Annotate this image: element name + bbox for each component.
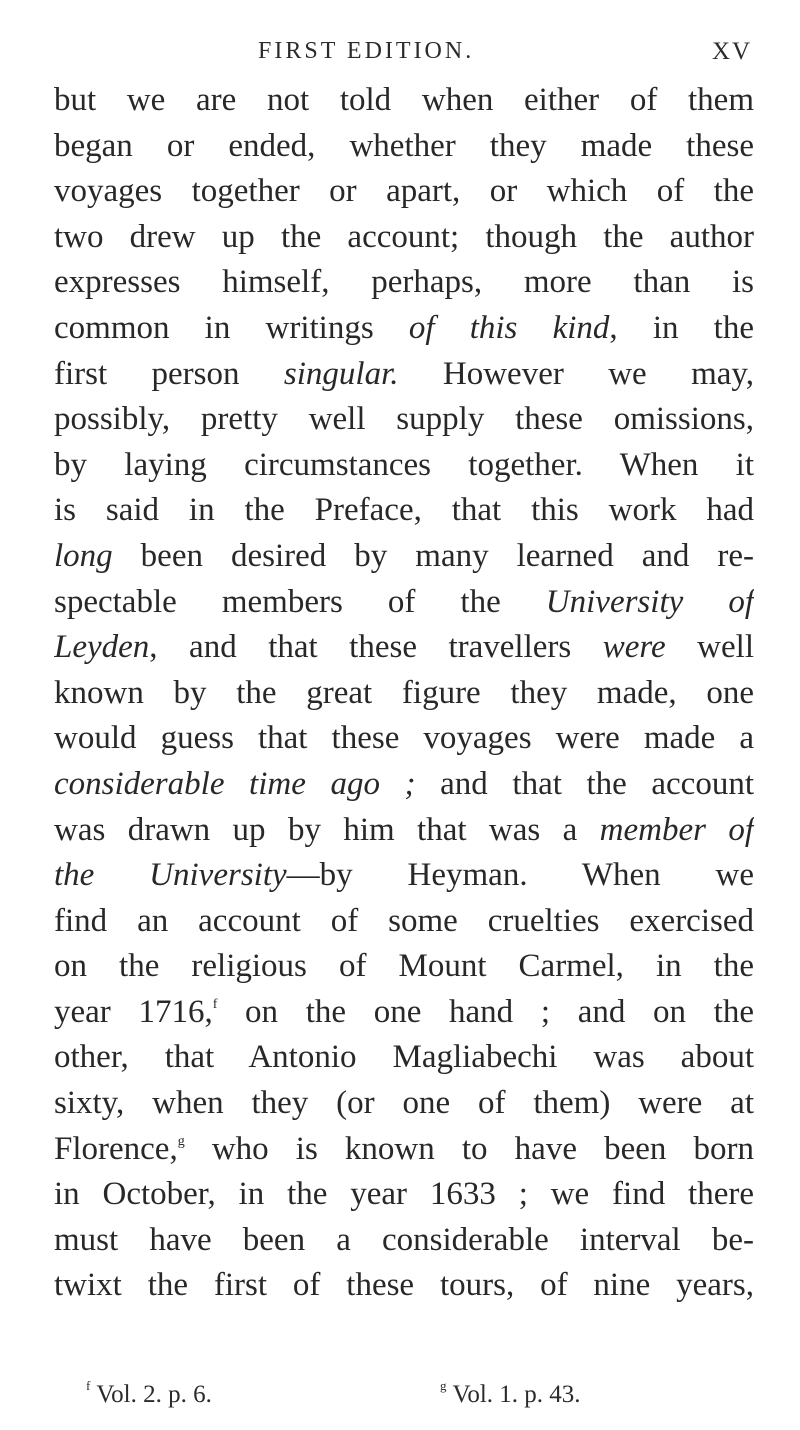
- text-segment: but we are not told when either of them: [54, 82, 754, 118]
- text-segment: common in writings: [54, 309, 409, 346]
- text-line: [54, 808, 754, 854]
- italic-text: were: [602, 629, 666, 666]
- footnote-mark: g: [440, 1378, 447, 1393]
- footnote-g: [440, 1378, 581, 1409]
- italic-text: member of: [599, 811, 754, 848]
- footnotes: [0, 1378, 800, 1414]
- text-line: [54, 899, 754, 945]
- text-segment: expresses himself, perhaps, more than is: [54, 264, 754, 301]
- footnote-f: [86, 1378, 212, 1409]
- text-segment: other, that Antonio Magliabechi was about: [54, 1039, 754, 1076]
- text-line: [54, 580, 754, 626]
- text-line: [54, 534, 754, 580]
- footnote-text: Vol. 1. p. 43.: [452, 1381, 581, 1408]
- text-line: [54, 215, 754, 261]
- page-number: XV: [712, 38, 753, 65]
- text-segment: find an account of some cruelties exercised: [54, 902, 754, 939]
- footnote-reference: f: [212, 996, 218, 1012]
- text-segment: been desired by many learned and re-: [112, 537, 754, 574]
- text-line: [54, 1263, 754, 1309]
- text-segment: However we may,: [398, 355, 754, 392]
- text-segment: , and that these travellers: [149, 629, 603, 666]
- text-segment: by laying circumstances together. When it: [54, 446, 754, 483]
- italic-text: singular.: [283, 355, 399, 392]
- running-head: [0, 38, 800, 72]
- text-line: [54, 1035, 754, 1081]
- text-segment: would guess that these voyages were made a: [54, 720, 754, 757]
- footnote-text: Vol. 2. p. 6.: [96, 1381, 212, 1408]
- text-line: [54, 488, 754, 534]
- text-segment: began or ended, whether they made these: [54, 127, 754, 164]
- text-segment: sixty, when they (or one of them) were at: [54, 1085, 754, 1122]
- text-line: [54, 716, 754, 762]
- italic-text: of this kind: [408, 309, 610, 346]
- running-head-title: FIRST EDITION.: [258, 38, 475, 64]
- text-segment: —by Heyman. When we: [286, 857, 754, 894]
- text-segment: year 1716,: [54, 993, 213, 1030]
- text-line: [54, 260, 754, 306]
- text-segment: two drew up the account; though the author: [54, 218, 754, 255]
- text-segment: , in the: [609, 309, 754, 346]
- text-line: [54, 762, 754, 808]
- text-line: [54, 1127, 754, 1173]
- text-segment: known by the great figure they made, one: [54, 674, 754, 711]
- text-line: [54, 671, 754, 717]
- text-line: [54, 990, 754, 1036]
- text-line: [54, 625, 754, 671]
- italic-text: University of: [545, 583, 754, 620]
- text-line: [54, 1172, 754, 1218]
- text-segment: voyages together or apart, or which of the: [54, 173, 754, 210]
- text-line: [54, 78, 754, 124]
- text-segment: first person: [54, 355, 284, 392]
- text-segment: must have been a considerable interval be-: [54, 1221, 754, 1258]
- footnote-mark: f: [86, 1378, 91, 1393]
- text-segment: who is known to have been born: [184, 1130, 754, 1167]
- text-segment: is said in the Preface, that this work had: [54, 492, 754, 529]
- text-line: [54, 352, 754, 398]
- italic-text: the University: [54, 857, 287, 894]
- footnote-reference: g: [177, 1133, 185, 1149]
- text-segment: possibly, pretty well supply these omissions,: [54, 401, 754, 438]
- body-text: [54, 78, 754, 1309]
- text-segment: in October, in the year 1633 ; we find there: [54, 1176, 754, 1213]
- text-line: [54, 397, 754, 443]
- text-line: [54, 944, 754, 990]
- text-line: [54, 1218, 754, 1264]
- text-line: [54, 443, 754, 489]
- text-line: [54, 853, 754, 899]
- italic-text: Leyden: [54, 629, 150, 666]
- italic-text: considerable time ago ;: [54, 765, 416, 802]
- text-segment: and that the account: [415, 765, 754, 802]
- text-segment: Florence,: [54, 1130, 178, 1167]
- text-line: [54, 124, 754, 170]
- text-segment: was drawn up by him that was a: [54, 811, 600, 848]
- text-segment: spectable members of the: [54, 583, 546, 620]
- italic-text: long: [54, 537, 113, 574]
- text-line: [54, 169, 754, 215]
- text-segment: on the one hand ; and on the: [217, 993, 754, 1030]
- text-line: [54, 1081, 754, 1127]
- text-segment: on the religious of Mount Carmel, in the: [54, 948, 754, 985]
- text-line: [54, 306, 754, 352]
- text-segment: twixt the first of these tours, of nine years,: [54, 1267, 754, 1304]
- text-segment: well: [665, 629, 754, 666]
